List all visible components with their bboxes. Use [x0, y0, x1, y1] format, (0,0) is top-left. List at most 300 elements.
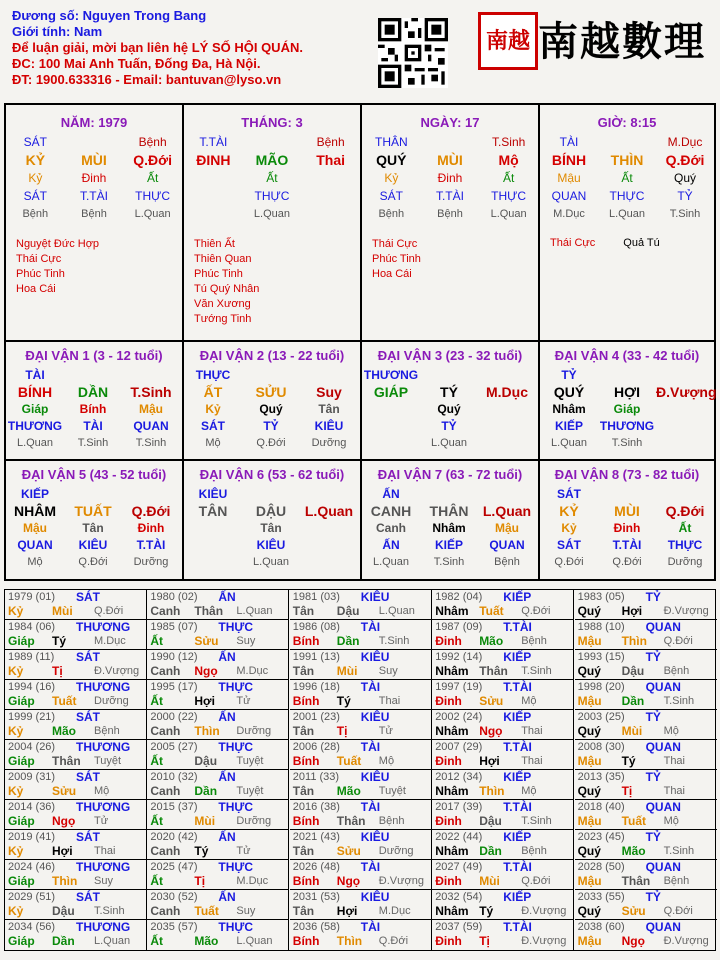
- year-line1: [435, 920, 573, 934]
- year-line1: [578, 590, 717, 604]
- year-line2: [8, 784, 146, 798]
- year-god: ẤN: [218, 590, 236, 604]
- year-stem: Nhâm: [435, 604, 469, 618]
- year-line2: [435, 694, 573, 708]
- year-stem: Mậu: [577, 694, 602, 708]
- pillar-gods: [184, 187, 360, 205]
- year-branch: Mùi: [336, 664, 358, 678]
- year-branch: Thìn: [621, 634, 647, 648]
- pillar-stages-cell: L.Quan: [490, 208, 527, 220]
- daivan-main-cell: Q.Đới: [665, 502, 705, 519]
- year-stem: Quý: [577, 604, 601, 618]
- year-branch: Tý: [52, 634, 67, 648]
- daivan-stages: [6, 434, 182, 451]
- year-stem: Nhâm: [435, 904, 469, 918]
- daivan-stages-cell: L.Quan: [430, 436, 468, 449]
- year-line2: [578, 934, 717, 948]
- year-cell: [432, 590, 574, 620]
- year-stage: Mộ: [663, 815, 679, 827]
- daivan-stages: [540, 553, 714, 570]
- year-line1: [435, 590, 573, 604]
- year-branch: Dần: [194, 784, 218, 798]
- chart-grid: [4, 103, 716, 581]
- year-stem: Đinh: [435, 694, 462, 708]
- daivan-gods: [6, 536, 182, 553]
- pillar-gods-cell: THỰC: [135, 189, 171, 203]
- seal-text: 南越: [485, 28, 530, 54]
- year-stem: Canh: [150, 724, 181, 738]
- year-cell: [5, 740, 147, 770]
- year-line1: [293, 920, 431, 934]
- year-branch: Mão: [621, 844, 646, 858]
- year-line1: [578, 890, 717, 904]
- year-number: 2021 (43): [292, 831, 340, 843]
- year-stage: Mộ: [663, 725, 679, 737]
- pillar-main-cell: QUÝ: [376, 152, 407, 168]
- year-stem: Nhâm: [435, 844, 469, 858]
- daivan-main-cell: DẦN: [77, 383, 109, 400]
- year-stage: Dưỡng: [378, 845, 414, 857]
- daivan-6: [184, 461, 362, 580]
- daivan-hidden-cell: Kỷ: [561, 520, 577, 535]
- year-line2: [435, 754, 573, 768]
- year-branch: Hợi: [336, 904, 358, 918]
- year-cell: [147, 890, 289, 920]
- daivan-stages-cell: T.Sinh: [611, 436, 643, 449]
- year-god: KIẾP: [503, 830, 532, 844]
- pillar-main-cell: BÍNH: [551, 152, 587, 168]
- year-cell: [575, 590, 717, 620]
- year-stage: Đ.Vượng: [521, 935, 567, 947]
- year-line2: [578, 904, 717, 918]
- year-line2: [435, 814, 573, 828]
- pillar-hidden-cell: Quý: [673, 171, 696, 185]
- year-branch: Mão: [336, 784, 361, 798]
- year-line2: [293, 844, 431, 858]
- year-god: THỰC: [218, 680, 254, 694]
- daivan-hidden-cell: Tân: [82, 520, 104, 535]
- daivan-5: [6, 461, 184, 580]
- gender-value: Nam: [73, 24, 103, 39]
- year-line1: [150, 740, 288, 754]
- year-line2: [293, 904, 431, 918]
- year-cell: [575, 830, 717, 860]
- daivan-stages-cell: T.Sinh: [135, 436, 167, 449]
- year-number: 1991 (13): [292, 651, 340, 663]
- pillar-main-cell: Mộ: [498, 152, 519, 168]
- pillar-stages-cell: T.Sinh: [669, 208, 701, 220]
- year-god: SÁT: [76, 650, 100, 664]
- daivan-top: [362, 485, 538, 502]
- daivan-top-cell: THƯƠNG: [363, 367, 419, 382]
- daivan-main: [540, 502, 714, 519]
- year-stage: T.Sinh: [663, 695, 695, 707]
- daivan-gods: [362, 417, 538, 434]
- year-cell: [290, 800, 432, 830]
- year-number: 2016 (38): [292, 801, 340, 813]
- year-branch: Sửu: [336, 844, 361, 858]
- pillar-stars: [6, 237, 182, 297]
- daivan-gods-cell: KIÊU: [256, 537, 286, 552]
- year-cell: [290, 740, 432, 770]
- daivan-main-cell: TÝ: [440, 383, 458, 400]
- pillar-top-cell: M.Dục: [667, 135, 703, 149]
- year-branch: Tị: [621, 784, 633, 798]
- year-number: 2015 (37): [150, 801, 198, 813]
- year-god: THỰC: [218, 620, 254, 634]
- year-stage: Tử: [236, 695, 251, 707]
- year-line1: [435, 620, 573, 634]
- daivan-main: [184, 383, 360, 400]
- year-god: T.TÀI: [503, 920, 532, 934]
- pillar-top-cell: THÂN: [374, 135, 408, 149]
- year-god: KIÊU: [360, 590, 390, 604]
- year-cell: [575, 860, 717, 890]
- year-line2: [8, 664, 146, 678]
- year-stage: L.Quan: [236, 605, 273, 617]
- pillar-hidden-cell: Đinh: [437, 171, 463, 185]
- star-item: Phúc Tinh: [372, 253, 421, 265]
- year-line1: [150, 890, 288, 904]
- year-stem: Tân: [292, 724, 315, 738]
- year-stage: Suy: [236, 635, 256, 647]
- year-number: 2028 (50): [577, 861, 625, 873]
- year-stem: Tân: [292, 604, 315, 618]
- year-number: 1980 (02): [150, 591, 198, 603]
- year-branch: Tý: [194, 844, 209, 858]
- year-line2: [435, 604, 573, 618]
- year-god: TÀI: [360, 920, 381, 934]
- phone-email[interactable]: ĐT: 1900.633316 - Email: bantuvan@lyso.vn: [12, 72, 282, 87]
- daivan-main-cell: HỢI: [614, 383, 640, 400]
- year-stage: T.Sinh: [521, 815, 552, 827]
- year-stage: M.Dục: [236, 875, 269, 887]
- year-stem: Mậu: [577, 634, 602, 648]
- daivan-main-cell: Q.Đới: [131, 502, 171, 519]
- year-god: TÀI: [360, 680, 381, 694]
- year-stage: Bệnh: [663, 875, 690, 887]
- year-line2: [435, 634, 573, 648]
- year-god: KIÊU: [360, 770, 390, 784]
- pillar-gods: [362, 187, 538, 205]
- year-stage: Dưỡng: [236, 725, 272, 737]
- pillar-top-cell: T.Sinh: [491, 135, 526, 149]
- year-branch: Thân: [621, 874, 651, 888]
- daivan-stages: [184, 434, 360, 451]
- daivan-2: [184, 342, 362, 461]
- year-cell: [5, 920, 147, 950]
- year-god: THƯƠNG: [76, 800, 131, 814]
- year-number: 1995 (17): [150, 681, 198, 693]
- year-cell: [5, 680, 147, 710]
- year-cell: [432, 740, 574, 770]
- year-branch: Tuất: [194, 904, 219, 918]
- daivan-top-cell: SÁT: [557, 486, 581, 501]
- pillar-stages-cell: L.Quan: [253, 208, 291, 220]
- year-line1: [150, 680, 288, 694]
- year-god: SÁT: [76, 710, 100, 724]
- year-line2: [578, 694, 717, 708]
- daivan-hidden: [362, 400, 538, 417]
- year-god: SÁT: [76, 590, 100, 604]
- year-branch: Dậu: [479, 814, 502, 828]
- year-line1: [435, 890, 573, 904]
- year-stem: Mậu: [577, 814, 602, 828]
- year-number: 1990 (12): [150, 651, 198, 663]
- year-stem: Giáp: [8, 634, 35, 648]
- year-god: ẤN: [218, 890, 236, 904]
- daivan-title: ĐẠI VẬN 5 (43 - 52 tuổi): [21, 467, 167, 482]
- daivan-top-cell: TỶ: [561, 367, 577, 382]
- year-branch: Thân: [52, 754, 81, 768]
- year-number: 1999 (21): [8, 711, 56, 723]
- year-stage: Đ.Vượng: [663, 935, 709, 947]
- pillar-main: [540, 151, 714, 169]
- year-number: 2006 (28): [292, 741, 340, 753]
- year-stage: Tuyệt: [236, 755, 264, 767]
- year-branch: Tị: [479, 934, 490, 948]
- year-cell: [290, 680, 432, 710]
- pillar-stars: [362, 237, 538, 282]
- daivan-hidden-cell: Mậu: [23, 520, 47, 535]
- year-stem: Quý: [577, 844, 601, 858]
- year-god: TỶ: [645, 590, 661, 604]
- daivan-main-cell: THÂN: [429, 502, 469, 519]
- year-stage: Q.Đới: [663, 905, 693, 917]
- year-stem: Giáp: [8, 754, 35, 768]
- year-branch: Hợi: [194, 694, 215, 708]
- daivan-top: [184, 366, 360, 383]
- pillar-hidden: [184, 169, 360, 187]
- year-stem: Giáp: [8, 874, 35, 888]
- year-branch: Tuất: [52, 694, 77, 708]
- daivan-stages-cell: L.Quan: [372, 555, 410, 568]
- daivan-title: ĐẠI VẬN 7 (63 - 72 tuổi): [377, 467, 523, 482]
- pillar-stages: [6, 205, 182, 223]
- year-line1: [150, 590, 288, 604]
- daivan-stages-cell: Dưỡng: [311, 436, 347, 449]
- year-number: 1985 (07): [150, 621, 198, 633]
- daivan-gods-cell: TỶ: [263, 418, 279, 433]
- star-item: Hoa Cái: [372, 268, 412, 280]
- pillar-gods-cell: T.TÀI: [79, 189, 108, 203]
- pillar-main-cell: Q.Đới: [665, 152, 705, 168]
- pillar-stages-cell: Bệnh: [81, 208, 107, 220]
- year-line2: [435, 724, 573, 738]
- year-god: KIẾP: [503, 770, 532, 784]
- year-number: 2032 (54): [435, 891, 483, 903]
- year-god: QUAN: [645, 680, 681, 694]
- daivan-hidden-cell: Đinh: [137, 520, 165, 535]
- year-line1: [8, 590, 146, 604]
- year-line1: [293, 770, 431, 784]
- year-cell: [290, 590, 432, 620]
- year-branch: Tuất: [336, 754, 362, 768]
- year-god: T.TÀI: [503, 740, 532, 754]
- year-cell: [290, 890, 432, 920]
- year-stage: Thai: [378, 695, 401, 707]
- year-god: THỰC: [218, 920, 254, 934]
- qr-code-icon[interactable]: [378, 18, 448, 88]
- year-line2: [293, 784, 431, 798]
- year-line1: [435, 680, 573, 694]
- year-cell: [290, 710, 432, 740]
- year-stage: Bệnh: [663, 665, 690, 677]
- year-god: TỶ: [645, 710, 661, 724]
- year-cell: [290, 830, 432, 860]
- year-cell: [5, 620, 147, 650]
- year-cell: [290, 920, 432, 950]
- daivan-hidden: [6, 519, 182, 536]
- pillar-stages-cell: L.Quan: [134, 208, 171, 220]
- year-stage: Thai: [663, 785, 685, 797]
- year-line1: [293, 740, 431, 754]
- daivan-top: [6, 485, 182, 502]
- year-branch: Thân: [336, 814, 366, 828]
- year-line2: [293, 694, 431, 708]
- daivan-hidden: [362, 519, 538, 536]
- year-cell: [290, 770, 432, 800]
- daivan-gods-cell: THƯƠNG: [599, 418, 655, 433]
- year-stage: M.Dục: [236, 665, 269, 677]
- year-stage: Q.Đới: [663, 635, 693, 647]
- daivan-title: ĐẠI VẬN 8 (73 - 82 tuổi): [554, 467, 700, 482]
- year-cell: [5, 710, 147, 740]
- year-number: 2031 (53): [292, 891, 340, 903]
- daivan-stages-cell: Q.Đới: [256, 436, 286, 449]
- year-number: 2018 (40): [577, 801, 625, 813]
- year-line2: [578, 664, 717, 678]
- daivan-top-cell: TÀI: [25, 367, 45, 382]
- pillar-main-cell: Q.Đới: [133, 152, 172, 168]
- year-branch: Ngọ: [336, 874, 361, 888]
- year-branch: Ngọ: [52, 814, 76, 828]
- year-number: 2013 (35): [577, 771, 625, 783]
- pillar-main: [362, 151, 538, 169]
- daivan-gods: [540, 536, 714, 553]
- year-stage: T.Sinh: [94, 905, 125, 917]
- year-god: TÀI: [360, 620, 381, 634]
- daivan-top-cell: ẤN: [382, 486, 400, 501]
- year-stage: Tuyệt: [94, 755, 122, 767]
- year-line2: [293, 604, 431, 618]
- daivan-main-cell: CANH: [370, 502, 412, 519]
- year-line1: [293, 710, 431, 724]
- pillar-title: NĂM: 1979: [60, 115, 128, 130]
- year-god: THƯƠNG: [76, 920, 131, 934]
- pillar-stages-cell: Bệnh: [437, 208, 463, 220]
- year-stem: Ất: [150, 934, 164, 948]
- year-line2: [435, 904, 573, 918]
- year-number: 2035 (57): [150, 921, 198, 933]
- pillar-hidden-cell: Ất: [266, 171, 278, 185]
- year-stage: Đ.Vượng: [94, 665, 140, 677]
- year-god: KIẾP: [503, 890, 532, 904]
- year-god: QUAN: [645, 740, 681, 754]
- year-number: 1986 (08): [292, 621, 340, 633]
- pillar-hidden-cell: Kỷ: [28, 171, 43, 185]
- daivan-main-cell: Đ.Vượng: [656, 383, 717, 400]
- daivan-main-cell: T.Sinh: [130, 383, 172, 400]
- year-stage: T.Sinh: [663, 845, 695, 857]
- year-cell: [147, 800, 289, 830]
- daivan-hidden-cell: Nhâm: [432, 520, 466, 535]
- daivan-gods-cell: SÁT: [201, 418, 225, 433]
- daivan-hidden-cell: Mậu: [139, 401, 163, 416]
- daivan-hidden-cell: Mậu: [495, 520, 519, 535]
- year-branch: Tuất: [479, 604, 504, 618]
- year-line1: [8, 770, 146, 784]
- daivan-stages-cell: L.Quan: [252, 555, 290, 568]
- year-line2: [578, 814, 717, 828]
- daivan-hidden: [184, 519, 360, 536]
- year-line2: [435, 934, 573, 948]
- daivan-top-cell: KIẾP: [20, 486, 49, 501]
- year-branch: Thân: [479, 664, 508, 678]
- year-stem: Đinh: [435, 874, 462, 888]
- pillar-1: [6, 105, 184, 342]
- year-line2: [150, 694, 288, 708]
- year-cell: [5, 590, 147, 620]
- year-number: 1997 (19): [435, 681, 483, 693]
- year-line1: [435, 800, 573, 814]
- daivan-title: ĐẠI VẬN 3 (23 - 32 tuổi): [377, 348, 523, 363]
- year-line1: [293, 680, 431, 694]
- year-god: TÀI: [360, 860, 381, 874]
- daivan-hidden: [6, 400, 182, 417]
- year-line2: [578, 724, 717, 738]
- daivan-top-cell: KIÊU: [198, 486, 228, 501]
- year-cell: [432, 680, 574, 710]
- year-branch: Tý: [479, 904, 494, 918]
- daivan-hidden-cell: Quý: [437, 401, 461, 416]
- year-line2: [8, 814, 146, 828]
- year-stem: Kỷ: [8, 904, 24, 918]
- year-cell: [575, 800, 717, 830]
- year-stage: Q.Đới: [94, 605, 124, 617]
- year-line1: [435, 740, 573, 754]
- year-god: THỰC: [218, 800, 254, 814]
- year-line2: [578, 784, 717, 798]
- year-line1: [293, 590, 431, 604]
- star-item: Thiên Ất: [194, 238, 235, 250]
- year-line1: [435, 650, 573, 664]
- year-branch: Mùi: [52, 604, 73, 618]
- year-line2: [435, 784, 573, 798]
- year-branch: Ngọ: [479, 724, 503, 738]
- year-stem: Đinh: [435, 934, 462, 948]
- pillar-hidden-cell: Đinh: [81, 171, 107, 185]
- year-stage: Mộ: [378, 755, 395, 767]
- year-number: 1989 (11): [8, 651, 55, 663]
- pillar-hidden-cell: Mậu: [557, 171, 581, 185]
- year-stage: M.Dục: [94, 635, 126, 647]
- daivan-top: [540, 366, 714, 383]
- year-cell: [5, 650, 147, 680]
- daivan-stages-cell: T.Sinh: [77, 436, 109, 449]
- year-number: 2034 (56): [8, 921, 56, 933]
- daivan-main: [6, 383, 182, 400]
- year-stage: Mộ: [521, 785, 537, 797]
- pillar-stars: [184, 237, 360, 327]
- year-line2: [293, 814, 431, 828]
- year-stem: Mậu: [577, 934, 602, 948]
- year-number: 2011 (33): [292, 771, 340, 783]
- year-number: 2038 (60): [577, 921, 625, 933]
- year-god: ẤN: [218, 770, 236, 784]
- year-number: 2008 (30): [577, 741, 625, 753]
- year-stage: Thai: [521, 725, 543, 737]
